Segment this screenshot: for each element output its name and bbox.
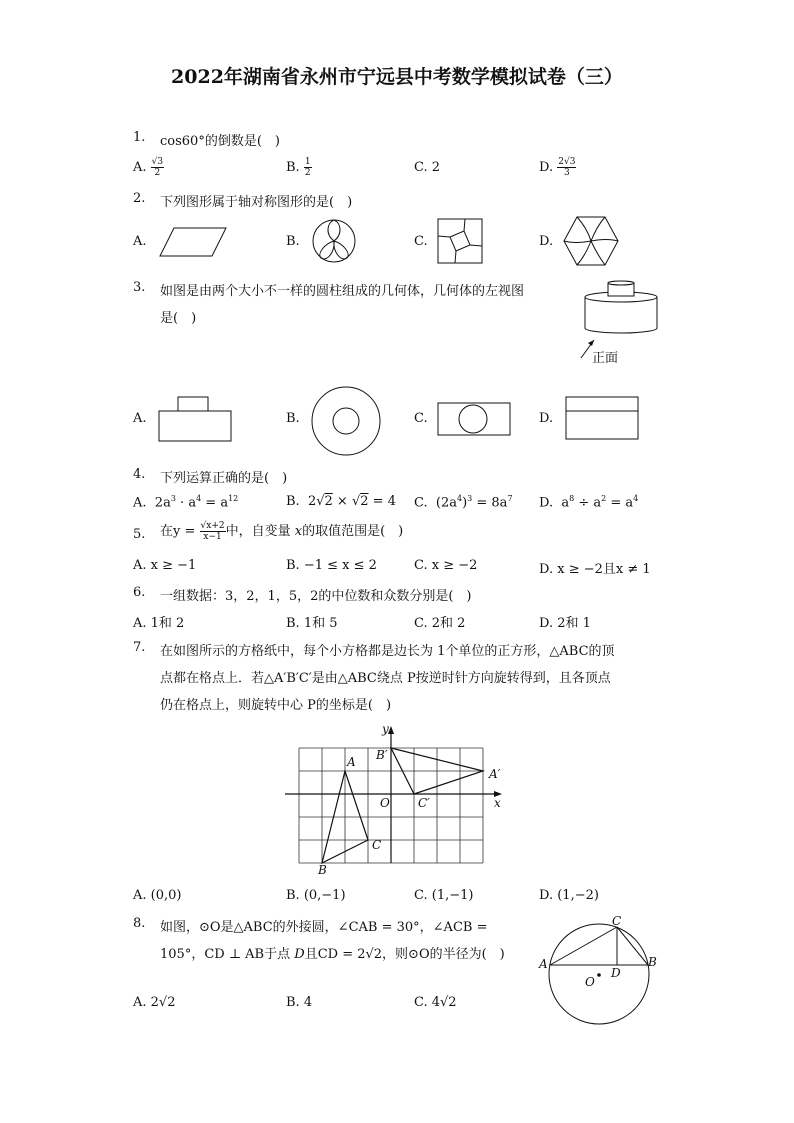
- q5-option-b[interactable]: B. −1 ≤ x ≤ 2: [286, 558, 377, 573]
- q7-option-c[interactable]: C. (1,−1): [414, 888, 474, 903]
- q5-text-middle: 中，自变量: [225, 524, 291, 539]
- q2-text: 下列图形属于轴对称图形的是( ): [160, 195, 353, 210]
- grid-rotation-figure: [280, 722, 510, 872]
- q4-option-a[interactable]: A. $2a^3 \cdot a^4 = a^{12}$: [133, 494, 239, 511]
- q4-number: 4.: [133, 467, 146, 482]
- q8-text-line2: [160, 943, 505, 962]
- q6-option-b[interactable]: B. 1和 5: [286, 616, 338, 631]
- q1-option-c[interactable]: C. 2: [414, 160, 441, 175]
- q7-text-line2: 点都在格点上．若△A′B′C′是由△ABC绕点 P按逆时针方向旋转得到，且各顶点: [160, 671, 611, 686]
- q1-option-a[interactable]: [133, 157, 164, 178]
- q1-number: 1.: [133, 130, 146, 145]
- q1-option-d[interactable]: [539, 157, 576, 178]
- q3-option-c[interactable]: C.: [414, 411, 428, 426]
- trefoil-circle-figure: [311, 218, 357, 264]
- label-a: A: [347, 755, 356, 769]
- q2-option-c[interactable]: C.: [414, 234, 428, 249]
- label-b-prime: B′: [376, 748, 388, 762]
- q5-fraction: $\frac{√x+2}{x-1}$: [200, 521, 225, 542]
- label-a: A: [539, 957, 548, 971]
- label-d: D: [611, 966, 621, 980]
- q4-option-a-label: A.: [133, 495, 147, 511]
- q7-option-a[interactable]: A. (0,0): [133, 888, 182, 903]
- q6-option-a[interactable]: A. 1和 2: [133, 616, 185, 631]
- page-title: 2022年湖南省永州市宁远县中考数学模拟试卷（三）: [171, 66, 623, 88]
- q8-number: 8.: [133, 916, 146, 931]
- q2-option-b[interactable]: B.: [286, 234, 300, 249]
- q8-option-a[interactable]: A. 2√2: [133, 995, 176, 1010]
- q8-option-b[interactable]: B. 4: [286, 995, 313, 1010]
- label-x-axis: x: [494, 796, 501, 810]
- q3-option-d[interactable]: D.: [539, 411, 554, 426]
- stacked-cylinders-figure: [575, 280, 665, 366]
- label-b: B: [648, 955, 657, 969]
- pinwheel-square-figure: [437, 218, 483, 264]
- q6-number: 6.: [133, 585, 146, 600]
- q5-number: 5.: [133, 527, 146, 542]
- q7-number: 7.: [133, 640, 146, 655]
- q7-text-line3: 仍在格点上，则旋转中心 P的坐标是( ): [160, 698, 392, 713]
- label-c: C: [612, 914, 622, 928]
- q4-option-b-label: B.: [286, 494, 300, 509]
- q1-option-b[interactable]: [286, 157, 312, 178]
- q2-option-d[interactable]: D.: [539, 234, 554, 249]
- q8-text-line2-rest: 且CD = 2√2，则⊙O的半径为( ): [304, 947, 505, 962]
- q1-text: cos60°的倒数是( ): [160, 134, 280, 149]
- q8-text-line2-prefix: 105°，CD ⊥ AB于点: [160, 947, 291, 962]
- q1-option-a-label: A.: [133, 160, 147, 175]
- q5-text-end: 的取值范围是( ): [302, 524, 404, 539]
- q6-option-d[interactable]: D. 2和 1: [539, 616, 591, 631]
- q5-option-d[interactable]: D. x ≥ −2且x ≠ 1: [539, 562, 651, 577]
- q4-option-d[interactable]: D. $a^8 \div a^2 = a^4$: [539, 494, 639, 511]
- q1-option-d-label: D.: [539, 160, 554, 175]
- q3-option-a-figure: [158, 395, 232, 443]
- hexagon-swirl-figure: [563, 216, 619, 266]
- q3-option-b[interactable]: B.: [286, 411, 300, 426]
- parallelogram-figure: [160, 224, 230, 260]
- q7-option-b[interactable]: B. (0,−1): [286, 888, 346, 903]
- label-c-prime: C′: [418, 796, 430, 810]
- q1-option-b-fraction: $\frac{1}{2}$: [304, 157, 311, 178]
- q1-option-d-fraction: $\frac{2√3}{3}$: [558, 157, 576, 178]
- q5-variable: x: [294, 524, 303, 539]
- q3-text-line1: 如图是由两个大小不一样的圆柱组成的几何体，几何体的左视图: [160, 284, 525, 299]
- q3-option-b-figure: [310, 385, 382, 457]
- q1-option-a-fraction: $\frac{√3}{2}$: [151, 157, 164, 178]
- label-o: O: [585, 975, 595, 989]
- q3-option-c-figure: [437, 402, 511, 436]
- q8-text-line1: 如图，⊙O是△ABC的外接圆，∠CAB = 30°，∠ACB =: [160, 920, 488, 935]
- label-c: C: [372, 838, 382, 852]
- q2-option-a[interactable]: A.: [133, 234, 147, 249]
- q4-text: 下列运算正确的是( ): [160, 471, 288, 486]
- q7-text-line1: 在如图所示的方格纸中，每个小方格都是边长为 1个单位的正方形，△ABC的顶: [160, 644, 615, 659]
- q5-option-c[interactable]: C. x ≥ −2: [414, 558, 478, 573]
- label-origin: O: [380, 796, 390, 810]
- q1-option-b-label: B.: [286, 160, 300, 175]
- q4-option-d-label: D.: [539, 495, 554, 511]
- label-a-prime: A′: [489, 767, 501, 781]
- front-view-label: 正面: [592, 351, 619, 366]
- q3-number: 3.: [133, 280, 146, 295]
- q6-text: 一组数据：3，2，1，5，2的中位数和众数分别是( ): [160, 589, 472, 604]
- q4-option-c-label: C.: [414, 495, 428, 511]
- q3-option-d-figure: [565, 396, 639, 442]
- q8-point-d: D: [294, 947, 305, 962]
- q6-option-c[interactable]: C. 2和 2: [414, 616, 466, 631]
- label-y-axis: y: [382, 722, 389, 736]
- q2-number: 2.: [133, 191, 146, 206]
- label-b: B: [318, 863, 327, 877]
- q8-option-c[interactable]: C. 4√2: [414, 995, 457, 1010]
- q4-option-b[interactable]: B. 2√2 × √2 = 4: [286, 494, 396, 509]
- q5-option-a[interactable]: A. x ≥ −1: [133, 558, 197, 573]
- q7-option-d[interactable]: D. (1,−2): [539, 888, 599, 903]
- circumcircle-figure: [545, 924, 655, 1026]
- q4-option-c[interactable]: C. $(2a^4)^3 = 8a^7$: [414, 494, 513, 511]
- q5-text-prefix: 在y =: [160, 524, 196, 539]
- q5-text: [160, 520, 403, 542]
- q3-option-a[interactable]: A.: [133, 411, 147, 426]
- q3-text-line2: 是( ): [160, 311, 197, 326]
